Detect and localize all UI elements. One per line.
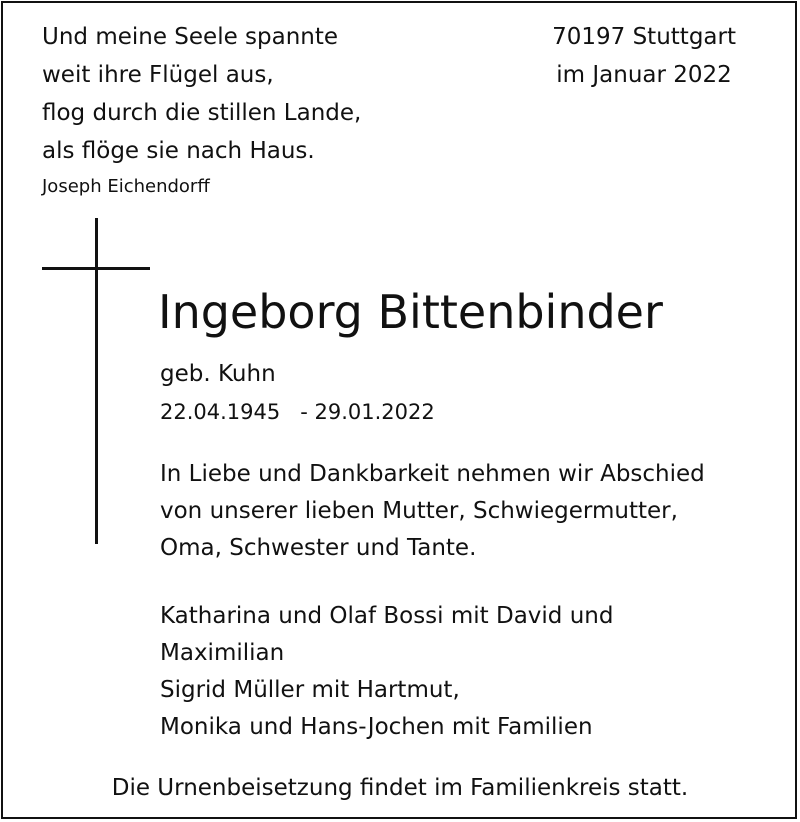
farewell-line: von unserer lieben Mutter, Schwiegermutter, [160, 498, 678, 524]
farewell-text [160, 456, 705, 567]
poem-line: Und meine Seele spannte [42, 24, 339, 50]
maiden-name: geb. Kuhn [160, 361, 276, 387]
farewell-line: Oma, Schwester und Tante. [160, 535, 477, 561]
poem-block [42, 18, 361, 200]
farewell-line: In Liebe und Dankbarkeit nehmen wir Abschied [160, 461, 705, 487]
poem-line: als flöge sie nach Haus. [42, 138, 315, 164]
family-line: Maximilian [160, 640, 285, 666]
place: 70197 Stuttgart [552, 24, 736, 50]
poem-line: flog durch die stillen Lande, [42, 100, 362, 126]
place-date-block [552, 18, 736, 94]
cross-icon-bar [42, 267, 150, 270]
family-line: Katharina und Olaf Bossi mit David und [160, 603, 614, 629]
life-dates: 22.04.1945 - 29.01.2022 [160, 400, 435, 424]
family-signatures [160, 598, 613, 746]
deceased-name: Ingeborg Bittenbinder [158, 285, 663, 339]
burial-note: Die Urnenbeisetzung findet im Familienkreis statt. [111, 775, 689, 801]
date: im Januar 2022 [556, 62, 732, 88]
family-line: Monika und Hans-Jochen mit Familien [160, 714, 593, 740]
family-line: Sigrid Müller mit Hartmut, [160, 677, 460, 703]
poem-author: Joseph Eichendorff [42, 176, 210, 197]
poem-line: weit ihre Flügel aus, [42, 62, 274, 88]
